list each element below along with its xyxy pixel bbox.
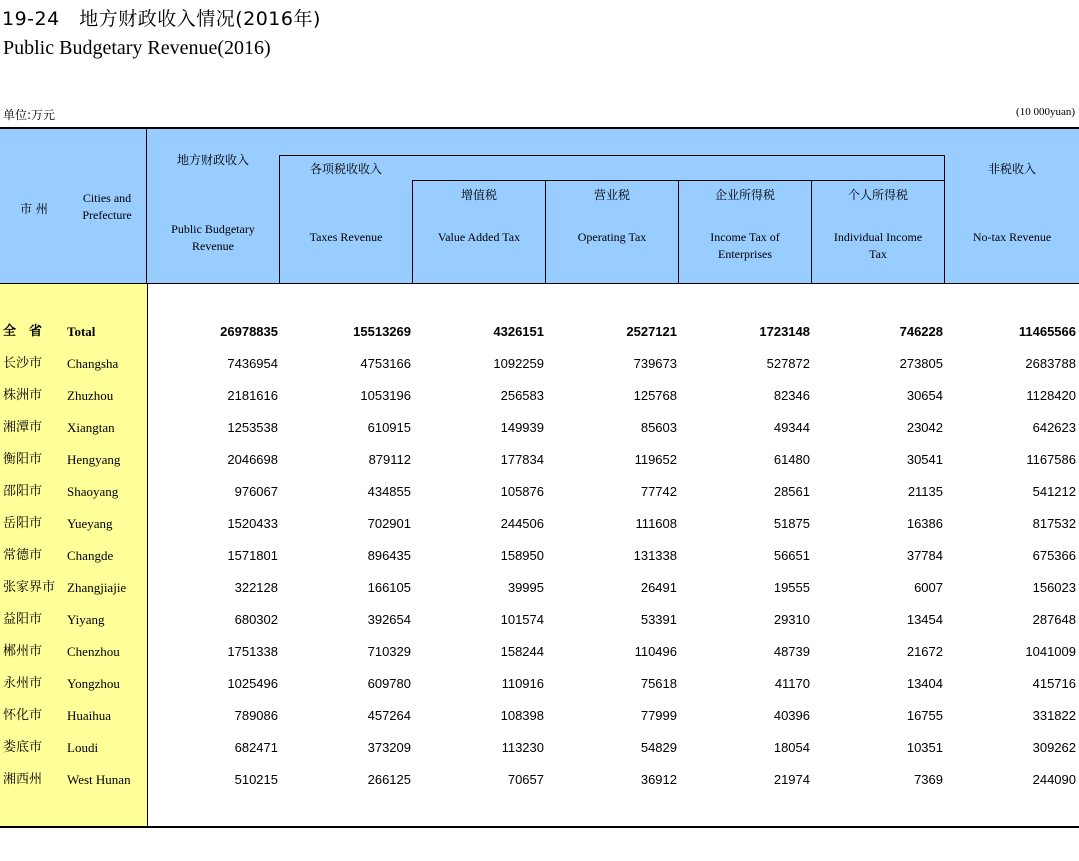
row-value: 39995 — [507, 580, 544, 595]
row-value: 37784 — [906, 548, 943, 563]
row-city-en: West Hunan — [67, 772, 131, 787]
row-city-cn: 常德市 — [3, 548, 43, 563]
unit-label-en: (10 000yuan) — [1016, 106, 1075, 118]
row-value: 2046698 — [227, 452, 278, 467]
row-value: 273805 — [899, 356, 943, 371]
row-value: 19555 — [773, 580, 810, 595]
row-value: 541212 — [1032, 484, 1076, 499]
row-value: 125768 — [633, 388, 677, 403]
row-city-cn: 益阳市 — [3, 612, 43, 627]
row-value: 61480 — [773, 452, 810, 467]
row-value: 1253538 — [227, 420, 278, 435]
row-city-cn: 湘潭市 — [3, 420, 43, 435]
row-value: 70657 — [507, 772, 544, 787]
row-value: 373209 — [367, 740, 411, 755]
row-value: 108398 — [500, 708, 544, 723]
row-value: 110496 — [634, 644, 677, 659]
row-value: 49344 — [773, 420, 810, 435]
table-row — [0, 702, 1079, 734]
row-value: 527872 — [766, 356, 810, 371]
row-value: 53391 — [640, 612, 677, 627]
row-value: 40396 — [773, 708, 810, 723]
row-city-en: Huaihua — [67, 708, 112, 723]
row-value: 287648 — [1032, 612, 1076, 627]
row-value: 739673 — [633, 356, 677, 371]
row-value: 166105 — [367, 580, 411, 595]
row-value: 1092259 — [493, 356, 544, 371]
row-value: 1025496 — [227, 676, 278, 691]
header-pbr-cn: 地方财政收入 — [176, 153, 249, 167]
row-value: 11465566 — [1018, 324, 1076, 339]
table-row — [0, 382, 1079, 414]
header-cit-cn: 企业所得税 — [714, 188, 775, 202]
row-value: 896435 — [367, 548, 411, 563]
row-value: 7436954 — [227, 356, 278, 371]
row-value: 675366 — [1032, 548, 1076, 563]
row-value: 2181616 — [227, 388, 278, 403]
row-value: 85603 — [640, 420, 677, 435]
table-row — [0, 766, 1079, 798]
row-value: 682471 — [234, 740, 278, 755]
row-value: 457264 — [367, 708, 411, 723]
row-city-en: Changde — [67, 548, 114, 563]
header-city-en: Cities and Prefecture — [82, 191, 132, 222]
row-city-cn: 怀化市 — [3, 708, 43, 723]
row-value: 158244 — [500, 644, 544, 659]
row-value: 434855 — [367, 484, 411, 499]
row-value: 1751338 — [227, 644, 278, 659]
header-nontax-cn: 非税收入 — [987, 162, 1036, 176]
row-value: 56651 — [773, 548, 810, 563]
row-value: 54829 — [640, 740, 677, 755]
table-row — [0, 542, 1079, 574]
table-row-total — [0, 318, 1079, 350]
row-city-en: Shaoyang — [67, 484, 119, 499]
row-city-cn: 郴州市 — [3, 644, 43, 659]
table-row — [0, 350, 1079, 382]
header-taxes-en: Taxes Revenue — [309, 230, 383, 244]
row-value: 101574 — [500, 612, 544, 627]
row-value: 1571801 — [227, 548, 278, 563]
row-value: 309262 — [1032, 740, 1076, 755]
row-value: 16386 — [906, 516, 943, 531]
row-value: 510215 — [234, 772, 278, 787]
row-value: 82346 — [773, 388, 810, 403]
row-value: 77742 — [640, 484, 677, 499]
row-value: 26491 — [640, 580, 677, 595]
row-city-cn: 株洲市 — [3, 388, 43, 403]
row-city-en: Hengyang — [67, 452, 121, 467]
header-pit-en: Individual Income Tax — [833, 230, 923, 261]
row-value: 7369 — [914, 772, 943, 787]
table-row — [0, 510, 1079, 542]
row-city-cn: 永州市 — [3, 676, 43, 691]
row-city-en: Chenzhou — [67, 644, 120, 659]
row-city-en: Zhuzhou — [67, 388, 114, 403]
header-pit-cn: 个人所得税 — [847, 188, 908, 202]
row-value: 13454 — [906, 612, 943, 627]
row-value: 36912 — [640, 772, 677, 787]
row-value: 256583 — [500, 388, 544, 403]
table-row — [0, 478, 1079, 510]
row-city-cn: 岳阳市 — [3, 516, 43, 531]
row-value: 131338 — [633, 548, 677, 563]
row-value: 746228 — [899, 324, 943, 339]
row-value: 817532 — [1032, 516, 1076, 531]
row-value: 177834 — [500, 452, 544, 467]
unit-label-cn: 单位:万元 — [3, 108, 56, 122]
row-value: 111608 — [635, 516, 677, 531]
row-value: 331822 — [1032, 708, 1076, 723]
row-value: 710329 — [367, 644, 411, 659]
header-op-en: Operating Tax — [577, 230, 647, 244]
row-city-en: Loudi — [67, 740, 99, 755]
row-city-en: Yueyang — [67, 516, 113, 531]
row-value: 158950 — [500, 548, 544, 563]
row-value: 156023 — [1032, 580, 1076, 595]
row-value: 976067 — [234, 484, 278, 499]
row-value: 610915 — [367, 420, 411, 435]
row-value: 322128 — [234, 580, 278, 595]
row-value: 244506 — [500, 516, 544, 531]
row-city-en: Total — [67, 324, 96, 339]
row-value: 28561 — [773, 484, 810, 499]
row-value: 113230 — [501, 740, 544, 755]
row-value: 4326151 — [493, 324, 544, 339]
row-value: 26978835 — [220, 324, 278, 339]
header-cit-en: Income Tax of Enterprises — [710, 230, 780, 261]
header-taxes-group-cn: 各项税收收入 — [309, 162, 382, 176]
header-city-cn: 市 州 — [20, 202, 48, 216]
row-city-cn: 长沙市 — [3, 356, 43, 371]
row-city-cn: 衡阳市 — [3, 452, 43, 467]
header-nontax-en: No-tax Revenue — [972, 230, 1052, 244]
row-value: 4753166 — [360, 356, 411, 371]
table-row — [0, 638, 1079, 670]
row-city-en: Yiyang — [67, 612, 105, 627]
header-vat-en: Value Added Tax — [437, 230, 521, 244]
row-value: 2683788 — [1025, 356, 1076, 371]
row-city-cn: 娄底市 — [3, 740, 43, 755]
row-value: 23042 — [906, 420, 943, 435]
row-value: 51875 — [773, 516, 810, 531]
row-value: 680302 — [234, 612, 278, 627]
header-op-cn: 营业税 — [593, 188, 630, 202]
row-city-en: Yongzhou — [67, 676, 120, 691]
header-pbr-en: Public Budgetary Revenue — [171, 222, 255, 253]
table-bottom-rule — [0, 826, 1079, 828]
table-row — [0, 574, 1079, 606]
row-city-en: Changsha — [67, 356, 119, 371]
row-value: 149939 — [500, 420, 544, 435]
row-value: 29310 — [773, 612, 810, 627]
row-value: 30654 — [906, 388, 943, 403]
row-value: 702901 — [367, 516, 411, 531]
row-value: 879112 — [368, 452, 411, 467]
row-value: 1520433 — [227, 516, 278, 531]
row-city-cn: 全 省 — [3, 324, 43, 339]
row-value: 392654 — [367, 612, 411, 627]
page-title-en: Public Budgetary Revenue(2016) — [3, 37, 271, 59]
row-value: 642623 — [1032, 420, 1076, 435]
row-value: 21135 — [907, 484, 943, 499]
row-value: 13404 — [906, 676, 943, 691]
table-header — [0, 127, 1079, 284]
row-value: 1053196 — [360, 388, 411, 403]
row-value: 10351 — [906, 740, 943, 755]
row-value: 415716 — [1032, 676, 1076, 691]
row-value: 1167586 — [1026, 452, 1076, 467]
table-body — [0, 318, 1079, 798]
table-row — [0, 670, 1079, 702]
table-row — [0, 446, 1079, 478]
row-city-cn: 湘西州 — [3, 772, 43, 787]
row-value: 48739 — [773, 644, 810, 659]
table-row — [0, 734, 1079, 766]
row-value: 609780 — [367, 676, 411, 691]
row-value: 41170 — [774, 676, 810, 691]
row-value: 15513269 — [353, 324, 411, 339]
row-value: 244090 — [1032, 772, 1076, 787]
header-vat-cn: 增值税 — [460, 188, 497, 202]
row-value: 110916 — [501, 676, 544, 691]
row-value: 75618 — [640, 676, 677, 691]
row-value: 105876 — [500, 484, 544, 499]
row-value: 21672 — [906, 644, 943, 659]
row-value: 2527121 — [626, 324, 677, 339]
table-row — [0, 606, 1079, 638]
page-title-cn: 19-24 地方财政收入情况(2016年) — [2, 8, 321, 30]
row-value: 21974 — [773, 772, 810, 787]
row-value: 30541 — [906, 452, 943, 467]
row-city-en: Zhangjiajie — [67, 580, 127, 595]
row-city-cn: 邵阳市 — [3, 484, 43, 499]
row-value: 789086 — [234, 708, 278, 723]
row-city-en: Xiangtan — [67, 420, 115, 435]
row-value: 266125 — [367, 772, 411, 787]
row-value: 1128420 — [1026, 388, 1076, 403]
row-value: 119652 — [634, 452, 677, 467]
row-value: 77999 — [640, 708, 677, 723]
row-value: 18054 — [773, 740, 810, 755]
table-row — [0, 414, 1079, 446]
row-city-cn: 张家界市 — [3, 580, 56, 595]
row-value: 16755 — [906, 708, 943, 723]
row-value: 6007 — [914, 580, 943, 595]
row-value: 1041009 — [1025, 644, 1076, 659]
row-value: 1723148 — [759, 324, 810, 339]
